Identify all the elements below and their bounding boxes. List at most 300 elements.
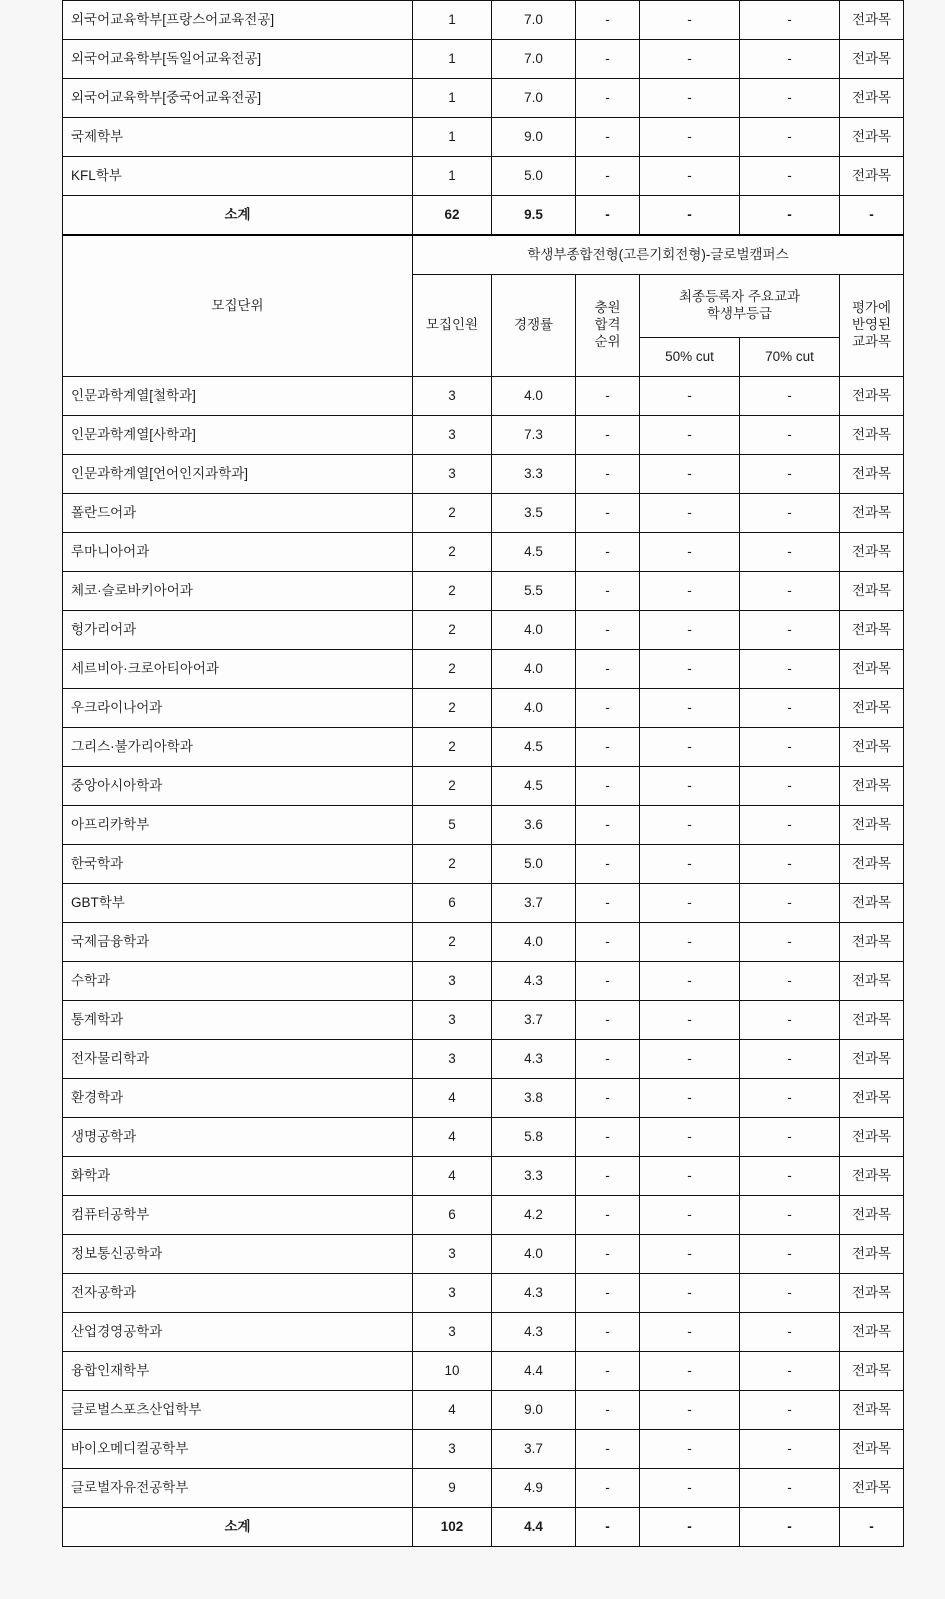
main-cut50: - bbox=[640, 767, 740, 806]
top-rate: 7.0 bbox=[492, 1, 576, 40]
admissions-table bbox=[62, 0, 904, 1547]
main-cut50: - bbox=[640, 962, 740, 1001]
main-rate: 3.7 bbox=[492, 1001, 576, 1040]
header-admission-title: 학생부종합전형(고른기회전형)-글로벌캠퍼스 bbox=[413, 235, 904, 275]
top-cut70: - bbox=[740, 40, 840, 79]
main-cut70: - bbox=[740, 884, 840, 923]
main-cut70: - bbox=[740, 377, 840, 416]
main-cut50: - bbox=[640, 533, 740, 572]
main-capacity: 4 bbox=[413, 1391, 492, 1430]
main-rank: - bbox=[576, 611, 640, 650]
main-cut70: - bbox=[740, 1001, 840, 1040]
main-subject: 전과목 bbox=[840, 494, 904, 533]
main-rate: 4.0 bbox=[492, 611, 576, 650]
table-row bbox=[63, 157, 904, 196]
main-capacity: 2 bbox=[413, 650, 492, 689]
main-cut70: - bbox=[740, 728, 840, 767]
main-rate: 4.5 bbox=[492, 533, 576, 572]
main-subject: 전과목 bbox=[840, 1430, 904, 1469]
main-unit-name: 세르비아·크로아티아어과 bbox=[63, 650, 413, 689]
main-cut70: - bbox=[740, 455, 840, 494]
main-cut70: - bbox=[740, 533, 840, 572]
main-capacity: 6 bbox=[413, 1196, 492, 1235]
top-subject: 전과목 bbox=[840, 118, 904, 157]
top-cut50: - bbox=[640, 1, 740, 40]
main-subject: 전과목 bbox=[840, 650, 904, 689]
top-subject: 전과목 bbox=[840, 157, 904, 196]
main-unit-name: 컴퓨터공학부 bbox=[63, 1196, 413, 1235]
header-col-capacity: 모집인원 bbox=[413, 275, 492, 377]
main-unit-name: 전자물리학과 bbox=[63, 1040, 413, 1079]
main-cut70: - bbox=[740, 1040, 840, 1079]
main-unit-name: 생명공학과 bbox=[63, 1118, 413, 1157]
main-unit-name: 아프리카학부 bbox=[63, 806, 413, 845]
main-cut70: - bbox=[740, 689, 840, 728]
main-capacity: 2 bbox=[413, 494, 492, 533]
main-cut50: - bbox=[640, 1391, 740, 1430]
top-capacity: 1 bbox=[413, 118, 492, 157]
main-subject: 전과목 bbox=[840, 1352, 904, 1391]
main-rate: 4.5 bbox=[492, 767, 576, 806]
main-rank: - bbox=[576, 962, 640, 1001]
main-subject: 전과목 bbox=[840, 611, 904, 650]
main-cut50: - bbox=[640, 1157, 740, 1196]
main-subject: 전과목 bbox=[840, 416, 904, 455]
top-subtotal-row bbox=[63, 196, 904, 236]
main-cut70: - bbox=[740, 845, 840, 884]
main-cut50: - bbox=[640, 845, 740, 884]
main-subject: 전과목 bbox=[840, 728, 904, 767]
main-capacity: 2 bbox=[413, 845, 492, 884]
main-unit-name: 글로벌자유전공학부 bbox=[63, 1469, 413, 1508]
top-capacity: 1 bbox=[413, 157, 492, 196]
main-cut50: - bbox=[640, 611, 740, 650]
table-row bbox=[63, 1352, 904, 1391]
top-subtotal-subject: - bbox=[840, 196, 904, 236]
main-unit-name: 화학과 bbox=[63, 1157, 413, 1196]
table-row bbox=[63, 1235, 904, 1274]
top-rank: - bbox=[576, 1, 640, 40]
top-subtotal-cut70: - bbox=[740, 196, 840, 236]
main-cut70: - bbox=[740, 1079, 840, 1118]
main-cut70: - bbox=[740, 962, 840, 1001]
main-capacity: 2 bbox=[413, 923, 492, 962]
main-capacity: 3 bbox=[413, 416, 492, 455]
top-subject: 전과목 bbox=[840, 40, 904, 79]
main-rank: - bbox=[576, 689, 640, 728]
main-cut70: - bbox=[740, 1157, 840, 1196]
main-rate: 3.8 bbox=[492, 1079, 576, 1118]
admissions-table-container bbox=[62, 0, 903, 1547]
table-row bbox=[63, 416, 904, 455]
main-unit-name: 국제금융학과 bbox=[63, 923, 413, 962]
main-cut50: - bbox=[640, 806, 740, 845]
header-unit-label: 모집단위 bbox=[63, 235, 413, 377]
top-capacity: 1 bbox=[413, 40, 492, 79]
main-rank: - bbox=[576, 884, 640, 923]
main-capacity: 3 bbox=[413, 1313, 492, 1352]
main-rate: 3.5 bbox=[492, 494, 576, 533]
top-subtotal-rank: - bbox=[576, 196, 640, 236]
main-rank: - bbox=[576, 1157, 640, 1196]
main-cut50: - bbox=[640, 1235, 740, 1274]
top-rank: - bbox=[576, 118, 640, 157]
main-subject: 전과목 bbox=[840, 572, 904, 611]
main-rank: - bbox=[576, 767, 640, 806]
main-rate: 3.3 bbox=[492, 1157, 576, 1196]
top-rate: 9.0 bbox=[492, 118, 576, 157]
main-rate: 3.7 bbox=[492, 1430, 576, 1469]
main-rate: 4.3 bbox=[492, 962, 576, 1001]
main-cut70: - bbox=[740, 1430, 840, 1469]
main-cut50: - bbox=[640, 1001, 740, 1040]
main-capacity: 6 bbox=[413, 884, 492, 923]
main-unit-name: 한국학과 bbox=[63, 845, 413, 884]
main-cut70: - bbox=[740, 494, 840, 533]
main-unit-name: 수학과 bbox=[63, 962, 413, 1001]
main-rate: 4.0 bbox=[492, 650, 576, 689]
main-unit-name: 정보통신공학과 bbox=[63, 1235, 413, 1274]
table-row bbox=[63, 1430, 904, 1469]
top-unit-name: 국제학부 bbox=[63, 118, 413, 157]
main-capacity: 5 bbox=[413, 806, 492, 845]
main-rank: - bbox=[576, 650, 640, 689]
table-row bbox=[63, 533, 904, 572]
top-cut70: - bbox=[740, 157, 840, 196]
table-row bbox=[63, 884, 904, 923]
main-rate: 4.4 bbox=[492, 1352, 576, 1391]
main-subject: 전과목 bbox=[840, 845, 904, 884]
table-row bbox=[63, 806, 904, 845]
top-subtotal-rate: 9.5 bbox=[492, 196, 576, 236]
table-row bbox=[63, 1079, 904, 1118]
main-unit-name: 환경학과 bbox=[63, 1079, 413, 1118]
main-subject: 전과목 bbox=[840, 1391, 904, 1430]
table-row bbox=[63, 40, 904, 79]
main-unit-name: 인문과학계열[철학과] bbox=[63, 377, 413, 416]
header-col-subject: 평가에 반영된 교과목 bbox=[840, 275, 904, 377]
main-cut70: - bbox=[740, 1352, 840, 1391]
main-unit-name: 폴란드어과 bbox=[63, 494, 413, 533]
main-cut70: - bbox=[740, 1274, 840, 1313]
main-capacity: 4 bbox=[413, 1157, 492, 1196]
main-cut50: - bbox=[640, 650, 740, 689]
main-cut50: - bbox=[640, 1313, 740, 1352]
main-rank: - bbox=[576, 494, 640, 533]
top-cut70: - bbox=[740, 79, 840, 118]
main-rate: 4.5 bbox=[492, 728, 576, 767]
main-cut50: - bbox=[640, 572, 740, 611]
main-unit-name: 체코·슬로바키아어과 bbox=[63, 572, 413, 611]
top-unit-name: KFL학부 bbox=[63, 157, 413, 196]
main-unit-name: GBT학부 bbox=[63, 884, 413, 923]
main-capacity: 3 bbox=[413, 1235, 492, 1274]
table-row bbox=[63, 611, 904, 650]
main-cut70: - bbox=[740, 1313, 840, 1352]
main-unit-name: 인문과학계열[언어인지과학과] bbox=[63, 455, 413, 494]
main-subject: 전과목 bbox=[840, 1118, 904, 1157]
main-subject: 전과목 bbox=[840, 767, 904, 806]
header-col-cut70: 70% cut bbox=[740, 338, 840, 377]
main-rank: - bbox=[576, 1235, 640, 1274]
main-capacity: 3 bbox=[413, 1430, 492, 1469]
main-subtotal-cut50: - bbox=[640, 1508, 740, 1547]
header-col-rank: 충원 합격 순위 bbox=[576, 275, 640, 377]
top-unit-name: 외국어교육학부[중국어교육전공] bbox=[63, 79, 413, 118]
main-subject: 전과목 bbox=[840, 923, 904, 962]
main-subject: 전과목 bbox=[840, 962, 904, 1001]
main-capacity: 9 bbox=[413, 1469, 492, 1508]
main-subject: 전과목 bbox=[840, 806, 904, 845]
table-row bbox=[63, 728, 904, 767]
main-unit-name: 그리스·불가리아학과 bbox=[63, 728, 413, 767]
main-capacity: 2 bbox=[413, 572, 492, 611]
main-rate: 3.7 bbox=[492, 884, 576, 923]
table-row bbox=[63, 1040, 904, 1079]
main-cut50: - bbox=[640, 416, 740, 455]
table-row bbox=[63, 1391, 904, 1430]
main-rank: - bbox=[576, 1079, 640, 1118]
table-body bbox=[63, 1, 904, 1547]
main-subject: 전과목 bbox=[840, 1157, 904, 1196]
table-row bbox=[63, 79, 904, 118]
main-cut50: - bbox=[640, 1040, 740, 1079]
main-subject: 전과목 bbox=[840, 377, 904, 416]
top-cut50: - bbox=[640, 79, 740, 118]
main-capacity: 2 bbox=[413, 611, 492, 650]
main-cut70: - bbox=[740, 572, 840, 611]
main-cut70: - bbox=[740, 923, 840, 962]
main-subject: 전과목 bbox=[840, 1274, 904, 1313]
main-cut50: - bbox=[640, 1274, 740, 1313]
main-rank: - bbox=[576, 806, 640, 845]
top-cut70: - bbox=[740, 118, 840, 157]
main-rank: - bbox=[576, 1118, 640, 1157]
main-cut50: - bbox=[640, 1469, 740, 1508]
main-rank: - bbox=[576, 1274, 640, 1313]
main-subtotal-label: 소계 bbox=[63, 1508, 413, 1547]
main-cut70: - bbox=[740, 806, 840, 845]
main-capacity: 2 bbox=[413, 533, 492, 572]
top-cut70: - bbox=[740, 1, 840, 40]
main-capacity: 10 bbox=[413, 1352, 492, 1391]
main-unit-name: 인문과학계열[사학과] bbox=[63, 416, 413, 455]
table-row bbox=[63, 377, 904, 416]
main-cut50: - bbox=[640, 728, 740, 767]
table-row bbox=[63, 689, 904, 728]
main-rate: 4.0 bbox=[492, 377, 576, 416]
main-rank: - bbox=[576, 845, 640, 884]
main-unit-name: 글로벌스포츠산업학부 bbox=[63, 1391, 413, 1430]
main-cut70: - bbox=[740, 1391, 840, 1430]
table-row bbox=[63, 767, 904, 806]
main-unit-name: 전자공학과 bbox=[63, 1274, 413, 1313]
main-subtotal-rate: 4.4 bbox=[492, 1508, 576, 1547]
main-rank: - bbox=[576, 1196, 640, 1235]
main-capacity: 2 bbox=[413, 728, 492, 767]
main-unit-name: 통계학과 bbox=[63, 1001, 413, 1040]
main-subtotal-cut70: - bbox=[740, 1508, 840, 1547]
main-cut50: - bbox=[640, 455, 740, 494]
top-cut50: - bbox=[640, 40, 740, 79]
main-cut50: - bbox=[640, 923, 740, 962]
main-subject: 전과목 bbox=[840, 1469, 904, 1508]
main-capacity: 3 bbox=[413, 455, 492, 494]
main-rate: 5.5 bbox=[492, 572, 576, 611]
main-capacity: 3 bbox=[413, 377, 492, 416]
main-subject: 전과목 bbox=[840, 455, 904, 494]
main-rate: 4.0 bbox=[492, 1235, 576, 1274]
main-rate: 4.3 bbox=[492, 1040, 576, 1079]
main-rank: - bbox=[576, 1352, 640, 1391]
main-rank: - bbox=[576, 1469, 640, 1508]
main-rate: 3.6 bbox=[492, 806, 576, 845]
table-row bbox=[63, 1469, 904, 1508]
main-subtotal-capacity: 102 bbox=[413, 1508, 492, 1547]
main-rate: 7.3 bbox=[492, 416, 576, 455]
main-rank: - bbox=[576, 533, 640, 572]
top-subtotal-capacity: 62 bbox=[413, 196, 492, 236]
main-rank: - bbox=[576, 1001, 640, 1040]
main-cut50: - bbox=[640, 689, 740, 728]
top-subject: 전과목 bbox=[840, 1, 904, 40]
header-col-rate: 경쟁률 bbox=[492, 275, 576, 377]
main-rate: 5.8 bbox=[492, 1118, 576, 1157]
top-rate: 7.0 bbox=[492, 79, 576, 118]
main-rate: 9.0 bbox=[492, 1391, 576, 1430]
main-subject: 전과목 bbox=[840, 1079, 904, 1118]
table-row bbox=[63, 1196, 904, 1235]
main-subject: 전과목 bbox=[840, 1001, 904, 1040]
main-cut50: - bbox=[640, 1079, 740, 1118]
main-subject: 전과목 bbox=[840, 884, 904, 923]
table-row bbox=[63, 1313, 904, 1352]
table-row bbox=[63, 650, 904, 689]
top-rank: - bbox=[576, 157, 640, 196]
main-subject: 전과목 bbox=[840, 533, 904, 572]
main-rank: - bbox=[576, 416, 640, 455]
main-subject: 전과목 bbox=[840, 1235, 904, 1274]
main-cut50: - bbox=[640, 1352, 740, 1391]
main-subject: 전과목 bbox=[840, 689, 904, 728]
table-row bbox=[63, 494, 904, 533]
table-row bbox=[63, 1274, 904, 1313]
main-cut50: - bbox=[640, 1118, 740, 1157]
top-unit-name: 외국어교육학부[독일어교육전공] bbox=[63, 40, 413, 79]
main-cut50: - bbox=[640, 494, 740, 533]
top-rate: 5.0 bbox=[492, 157, 576, 196]
header-col-grades: 최종등록자 주요교과 학생부등급 bbox=[640, 275, 840, 338]
main-capacity: 4 bbox=[413, 1118, 492, 1157]
header-col-cut50: 50% cut bbox=[640, 338, 740, 377]
main-rate: 4.9 bbox=[492, 1469, 576, 1508]
main-capacity: 3 bbox=[413, 962, 492, 1001]
top-capacity: 1 bbox=[413, 79, 492, 118]
table-row bbox=[63, 572, 904, 611]
main-unit-name: 중앙아시아학과 bbox=[63, 767, 413, 806]
main-unit-name: 루마니아어과 bbox=[63, 533, 413, 572]
top-subtotal-cut50: - bbox=[640, 196, 740, 236]
main-rate: 4.3 bbox=[492, 1274, 576, 1313]
table-row bbox=[63, 1118, 904, 1157]
main-rank: - bbox=[576, 1040, 640, 1079]
main-subject: 전과목 bbox=[840, 1196, 904, 1235]
main-cut70: - bbox=[740, 611, 840, 650]
main-rank: - bbox=[576, 923, 640, 962]
top-unit-name: 외국어교육학부[프랑스어교육전공] bbox=[63, 1, 413, 40]
table-row bbox=[63, 118, 904, 157]
main-cut50: - bbox=[640, 1196, 740, 1235]
top-capacity: 1 bbox=[413, 1, 492, 40]
main-rate: 4.3 bbox=[492, 1313, 576, 1352]
main-unit-name: 바이오메디컬공학부 bbox=[63, 1430, 413, 1469]
main-unit-name: 융합인재학부 bbox=[63, 1352, 413, 1391]
main-rank: - bbox=[576, 1430, 640, 1469]
main-cut70: - bbox=[740, 1235, 840, 1274]
main-cut70: - bbox=[740, 767, 840, 806]
main-cut50: - bbox=[640, 884, 740, 923]
main-capacity: 4 bbox=[413, 1079, 492, 1118]
table-row bbox=[63, 1157, 904, 1196]
main-rate: 3.3 bbox=[492, 455, 576, 494]
top-rank: - bbox=[576, 79, 640, 118]
table-row bbox=[63, 845, 904, 884]
main-cut70: - bbox=[740, 650, 840, 689]
main-capacity: 3 bbox=[413, 1040, 492, 1079]
main-cut70: - bbox=[740, 1196, 840, 1235]
main-rate: 5.0 bbox=[492, 845, 576, 884]
top-cut50: - bbox=[640, 118, 740, 157]
main-cut70: - bbox=[740, 416, 840, 455]
main-rank: - bbox=[576, 1391, 640, 1430]
main-rank: - bbox=[576, 728, 640, 767]
table-row bbox=[63, 923, 904, 962]
main-unit-name: 산업경영공학과 bbox=[63, 1313, 413, 1352]
main-capacity: 3 bbox=[413, 1274, 492, 1313]
main-subtotal-subject: - bbox=[840, 1508, 904, 1547]
main-cut70: - bbox=[740, 1118, 840, 1157]
main-capacity: 2 bbox=[413, 689, 492, 728]
top-cut50: - bbox=[640, 157, 740, 196]
top-subject: 전과목 bbox=[840, 79, 904, 118]
table-row bbox=[63, 962, 904, 1001]
main-unit-name: 헝가리어과 bbox=[63, 611, 413, 650]
main-rate: 4.2 bbox=[492, 1196, 576, 1235]
table-row bbox=[63, 1, 904, 40]
main-unit-name: 우크라이나어과 bbox=[63, 689, 413, 728]
table-row bbox=[63, 1001, 904, 1040]
main-subject: 전과목 bbox=[840, 1313, 904, 1352]
main-subtotal-rank: - bbox=[576, 1508, 640, 1547]
top-rank: - bbox=[576, 40, 640, 79]
main-rank: - bbox=[576, 455, 640, 494]
header-row-title bbox=[63, 235, 904, 275]
top-subtotal-label: 소계 bbox=[63, 196, 413, 236]
main-subtotal-row bbox=[63, 1508, 904, 1547]
main-rank: - bbox=[576, 572, 640, 611]
table-row bbox=[63, 455, 904, 494]
main-rank: - bbox=[576, 1313, 640, 1352]
main-rank: - bbox=[576, 377, 640, 416]
main-cut70: - bbox=[740, 1469, 840, 1508]
main-capacity: 3 bbox=[413, 1001, 492, 1040]
main-rate: 4.0 bbox=[492, 689, 576, 728]
main-cut50: - bbox=[640, 377, 740, 416]
main-cut50: - bbox=[640, 1430, 740, 1469]
main-capacity: 2 bbox=[413, 767, 492, 806]
main-subject: 전과목 bbox=[840, 1040, 904, 1079]
main-rate: 4.0 bbox=[492, 923, 576, 962]
